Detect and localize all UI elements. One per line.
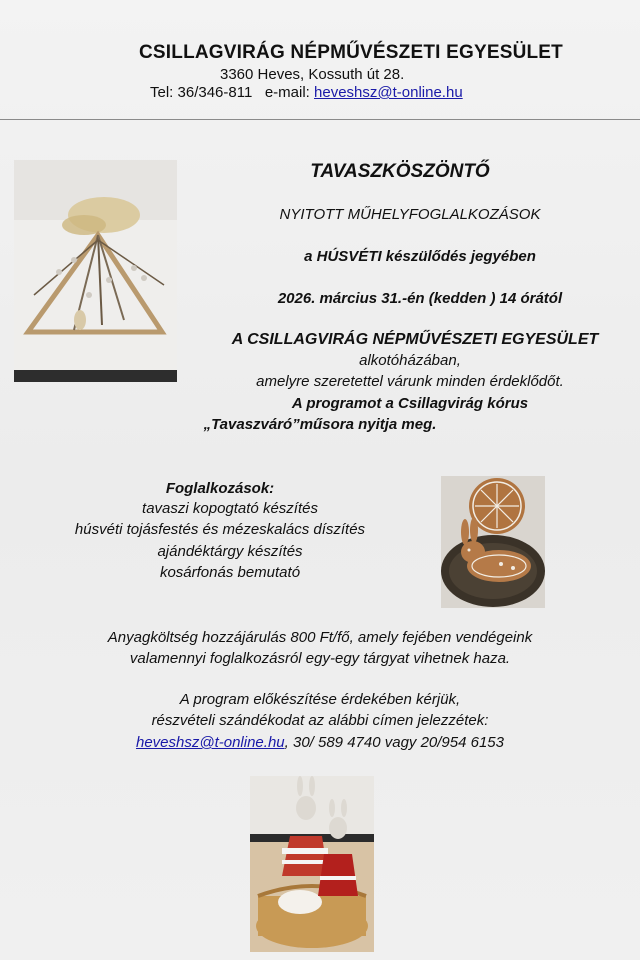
event-title: TAVASZKÖSZÖNTŐ [310, 161, 490, 182]
fee-line-2: valamennyi foglalkozásról egy-egy tárgyat vihetnek haza. [129, 650, 511, 667]
registration-line-1: A program előkészítése érdekében kérjük, [179, 691, 461, 708]
activity-item: ajándéktárgy készítés [157, 543, 303, 560]
registration-email-link[interactable]: heveshsz@t-online.hu [135, 734, 285, 751]
org-phone: Tel: 36/346-811 [150, 84, 253, 101]
event-subtitle: NYITOTT MŰHELYFOGLALKOZÁSOK [279, 206, 541, 223]
email-label: e-mail: [264, 84, 310, 101]
activity-item: kosárfonás bemutató [159, 564, 301, 581]
registration-phones: , 30/ 589 4740 vagy 20/954 6153 [284, 734, 504, 751]
opening-line-1: A programot a Csillagvirág kórus [291, 395, 529, 412]
registration-line-2: részvételi szándékodat az alábbi címen jelezzétek: [151, 712, 489, 729]
easter-wreath-photo [14, 160, 177, 382]
venue-line-3: amelyre szeretettel várunk minden érdeklődőt. [256, 373, 564, 390]
fee-line-1: Anyagköltség hozzájárulás 800 Ft/fő, amely fejében vendégeink [107, 629, 533, 646]
bunny-basket-photo [250, 776, 374, 952]
org-contact [150, 84, 463, 101]
org-address: 3360 Heves, Kossuth út 28. [220, 66, 405, 83]
activity-item: húsvéti tojásfestés és mézeskalács díszítés [74, 521, 366, 538]
header-divider [0, 119, 640, 120]
venue-org: A CSILLAGVIRÁG NÉPMŰVÉSZETI EGYESÜLET [231, 331, 599, 348]
activity-item: tavaszi kopogtató készítés [142, 500, 318, 517]
event-datetime: 2026. március 31.-én (kedden ) 14 órától [277, 290, 563, 307]
opening-line-2: „Tavaszváró”műsora nyitja meg. [203, 416, 437, 433]
org-name: CSILLAGVIRÁG NÉPMŰVÉSZETI EGYESÜLET [139, 42, 563, 63]
event-theme: a HÚSVÉTI készülődés jegyében [304, 248, 536, 265]
activities-heading: Foglalkozások: [165, 480, 275, 497]
header-email-link[interactable]: heveshsz@t-online.hu [314, 84, 463, 101]
gingerbread-photo [441, 476, 545, 608]
registration-contact [20, 734, 620, 751]
venue-line-2: alkotóházában, [359, 352, 461, 369]
